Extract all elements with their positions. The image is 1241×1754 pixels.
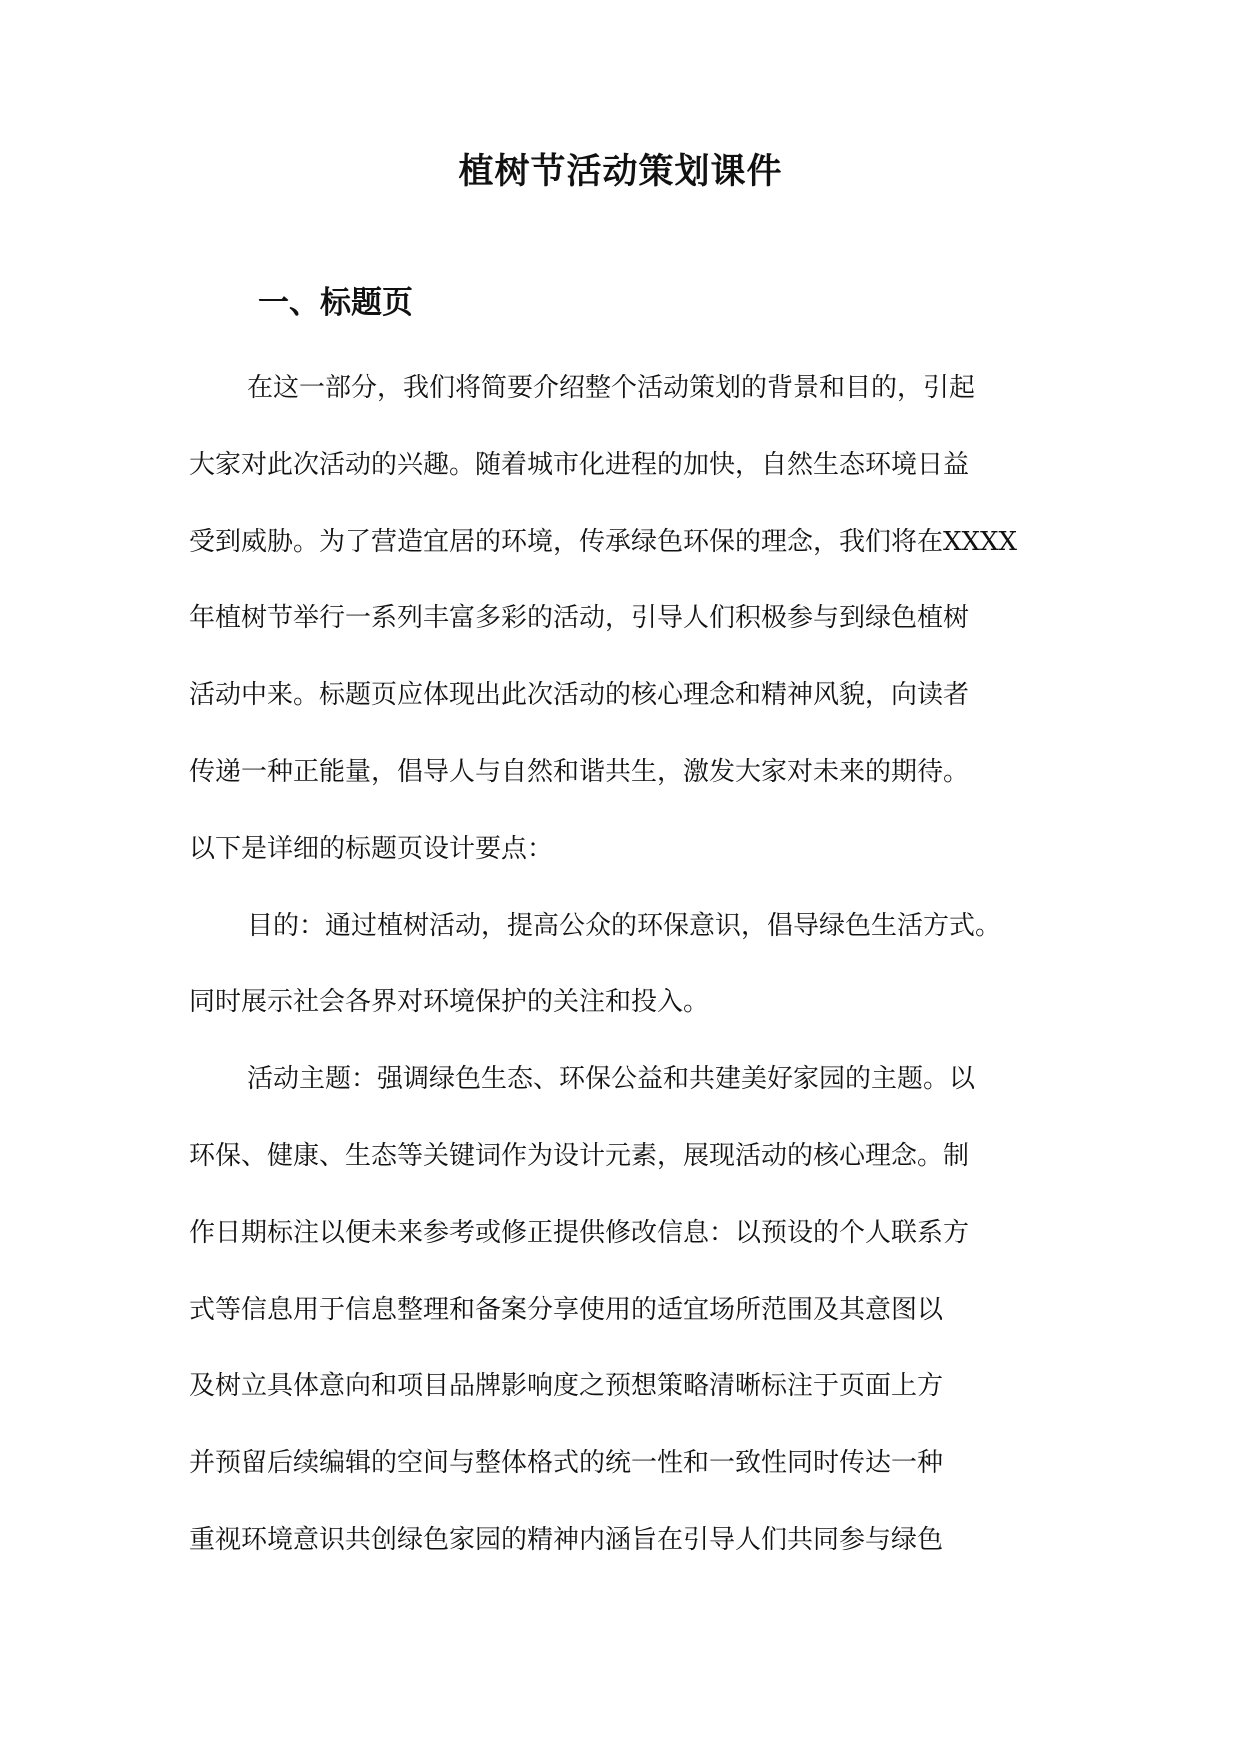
text-line: 及树立具体意向和项目品牌影响度之预想策略清晰标注于页面上方 <box>189 1371 944 1402</box>
text-line: 年植树节举行一系列丰富多彩的活动，引导人们积极参与到绿色植树 <box>189 603 970 634</box>
text-line: 以下是详细的标题页设计要点： <box>189 833 554 864</box>
text-line: 活动主题：强调绿色生态、环保公益和共建美好家园的主题。以 <box>247 1064 976 1095</box>
paragraph-purpose <box>189 896 1069 1050</box>
text-line: 同时展示社会各界对环境保护的关注和投入。 <box>189 987 710 1018</box>
text-line: 重视环境意识共创绿色家园的精神内涵旨在引导人们共同参与绿色 <box>189 1524 944 1555</box>
paragraph-intro <box>189 358 1069 896</box>
text-line: 活动中来。标题页应体现出此次活动的核心理念和精神风貌，向读者 <box>189 680 970 711</box>
section-heading: 一、标题页 <box>258 285 413 321</box>
paragraph-theme <box>189 1049 1069 1587</box>
text-line: 在这一部分，我们将简要介绍整个活动策划的背景和目的，引起 <box>247 373 976 403</box>
text-line: 环保、健康、生态等关键词作为设计元素，展现活动的核心理念。制 <box>189 1140 970 1171</box>
text-line: 传递一种正能量，倡导人与自然和谐共生，激发大家对未来的期待。 <box>189 756 970 787</box>
document-body <box>189 358 1069 1587</box>
text-line: 式等信息用于信息整理和备案分享使用的适宜场所范围及其意图以 <box>189 1294 944 1325</box>
text-line: 并预留后续编辑的空间与整体格式的统一性和一致性同时传达一种 <box>189 1448 944 1479</box>
text-line: 受到威胁。为了营造宜居的环境，传承绿色环保的理念，我们将在XXXX <box>189 526 1018 557</box>
document-title: 植树节活动策划课件 <box>458 152 783 192</box>
text-line: 大家对此次活动的兴趣。随着城市化进程的加快，自然生态环境日益 <box>189 449 970 480</box>
text-line: 作日期标注以便未来参考或修正提供修改信息：以预设的个人联系方 <box>189 1217 970 1248</box>
text-line: 目的：通过植树活动，提高公众的环保意识，倡导绿色生活方式。 <box>247 910 1002 941</box>
